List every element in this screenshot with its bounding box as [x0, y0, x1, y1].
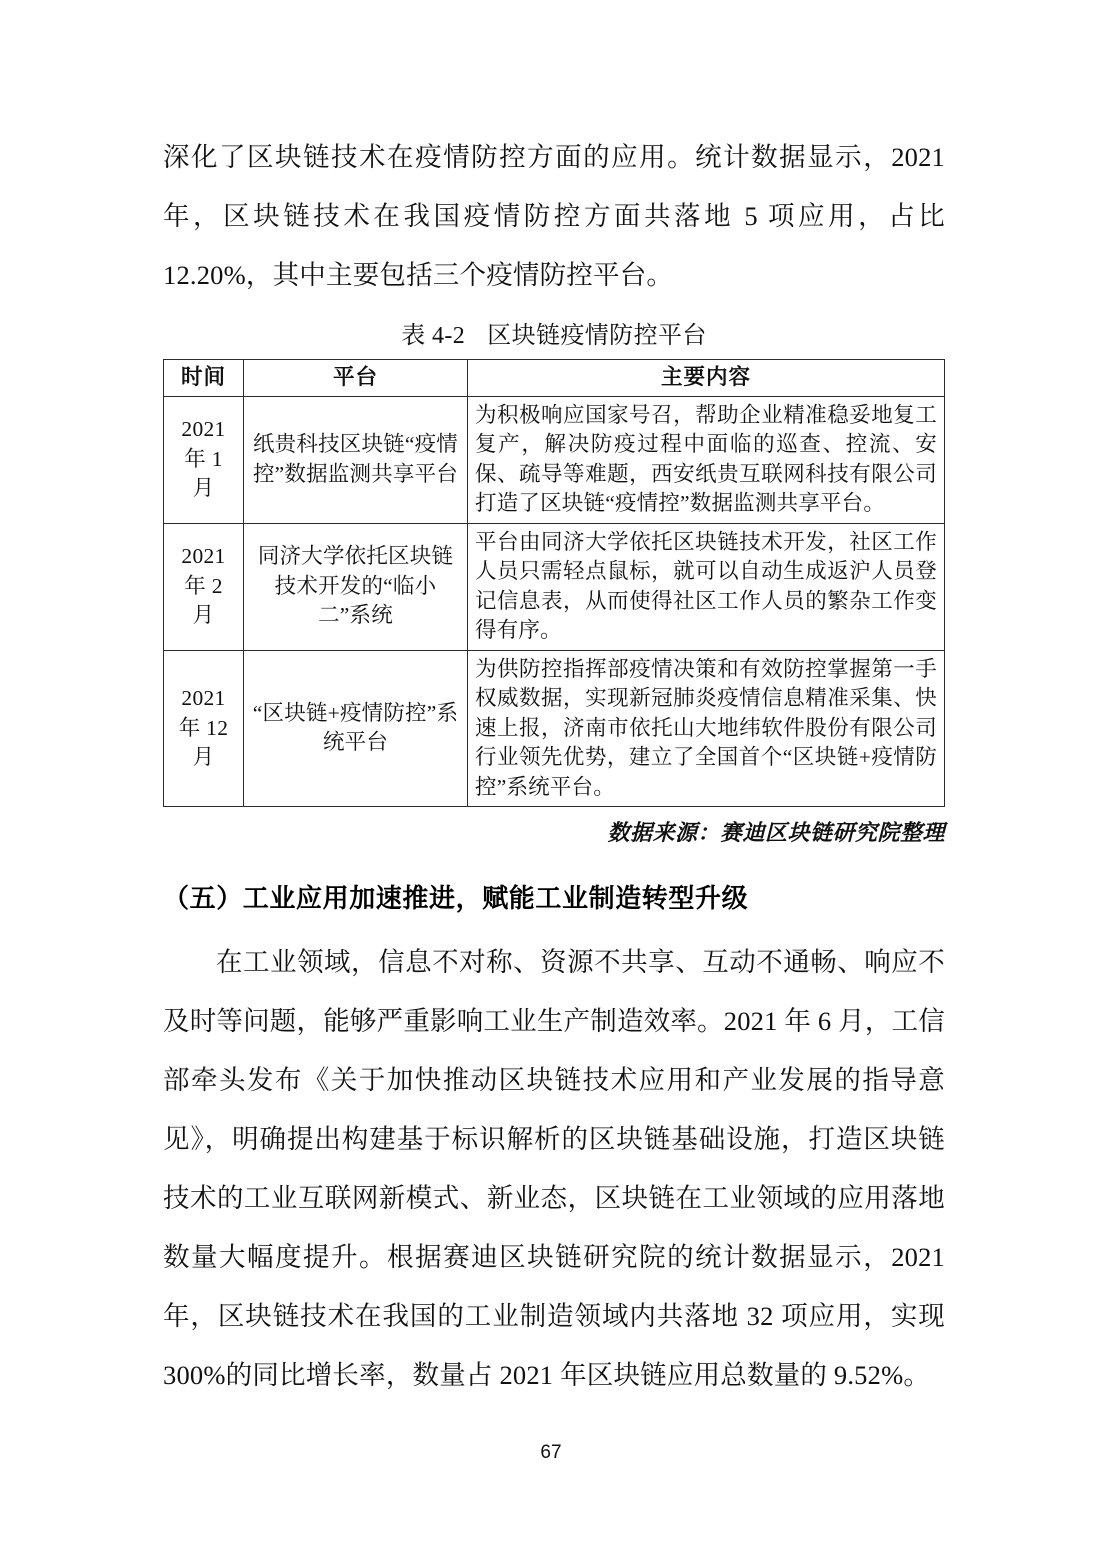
table-caption-title: 区块链疫情防控平台: [487, 323, 707, 349]
section-body-paragraph: 在工业领域，信息不对称、资源不共享、互动不通畅、响应不及时等问题，能够严重影响工业生产制造效率。2021 年 6 月，工信部牵头发布《关于加快推动区块链技术应用和产业发展的指导意见》，明确提出构建基于标识解析的区块链基础设施，打造区块链技术的工业互联网新模式、新业态，区块链在工业领域的应用落地数量大幅度提升。根据赛迪区块链研究院的统计数据显示，2021 年，区块链技术在我国的工业制造领域内共落地 32 项应用，实现 300%的同比增长率，数量占 2021 年区块链应用总数量的 9.52%。: [163, 947, 945, 1390]
cell-time: 2021 年 12 月: [164, 650, 244, 807]
table-row: [164, 650, 945, 807]
table-header: [164, 360, 945, 397]
table-header-row: [164, 360, 945, 397]
table-caption-label: 表 4-2: [401, 323, 466, 349]
column-header-time: 时间: [164, 360, 244, 397]
intro-paragraph: 深化了区块链技术在疫情防控方面的应用。统计数据显示，2021 年，区块链技术在我国疫情防控方面共落地 5 项应用，占比 12.20%，其中主要包括三个疫情防控平台。: [163, 142, 945, 290]
cell-platform: 纸贵科技区块链“疫情控”数据监测共享平台: [244, 396, 468, 523]
page-number: 67: [540, 1442, 562, 1463]
cell-platform: 同济大学依托区块链技术开发的“临小二”系统: [244, 523, 468, 650]
column-header-content: 主要内容: [468, 360, 945, 397]
cell-time: 2021 年 2 月: [164, 523, 244, 650]
blockchain-epidemic-platform-table: [163, 359, 945, 807]
table-caption: [163, 305, 945, 359]
cell-content: 平台由同济大学依托区块链技术开发，社区工作人员只需轻点鼠标，就可以自动生成返沪人员登记信息表，从而使得社区工作人员的繁杂工作变得有序。: [468, 523, 945, 650]
table-body: [164, 396, 945, 807]
table-row: [164, 523, 945, 650]
column-header-platform: 平台: [244, 360, 468, 397]
cell-time: 2021 年 1 月: [164, 396, 244, 523]
cell-content: 为供防控指挥部疫情决策和有效防控掌握第一手权威数据，实现新冠肺炎疫情信息精准采集、快速上报，济南市依托山大地纬软件股份有限公司行业领先优势，建立了全国首个“区块链+疫情防控”系统平台。: [468, 650, 945, 807]
table-source-note: 数据来源：赛迪区块链研究院整理: [607, 820, 945, 845]
section-heading: （五）工业应用加速推进，赋能工业制造转型升级: [163, 884, 749, 913]
table-row: [164, 396, 945, 523]
cell-platform: “区块链+疫情防控”系统平台: [244, 650, 468, 807]
cell-content: 为积极响应国家号召，帮助企业精准稳妥地复工复产，解决防疫过程中面临的巡查、控流、安保、疏导等难题，西安纸贵互联网科技有限公司打造了区块链“疫情控”数据监测共享平台。: [468, 396, 945, 523]
page-content: [163, 128, 945, 1405]
